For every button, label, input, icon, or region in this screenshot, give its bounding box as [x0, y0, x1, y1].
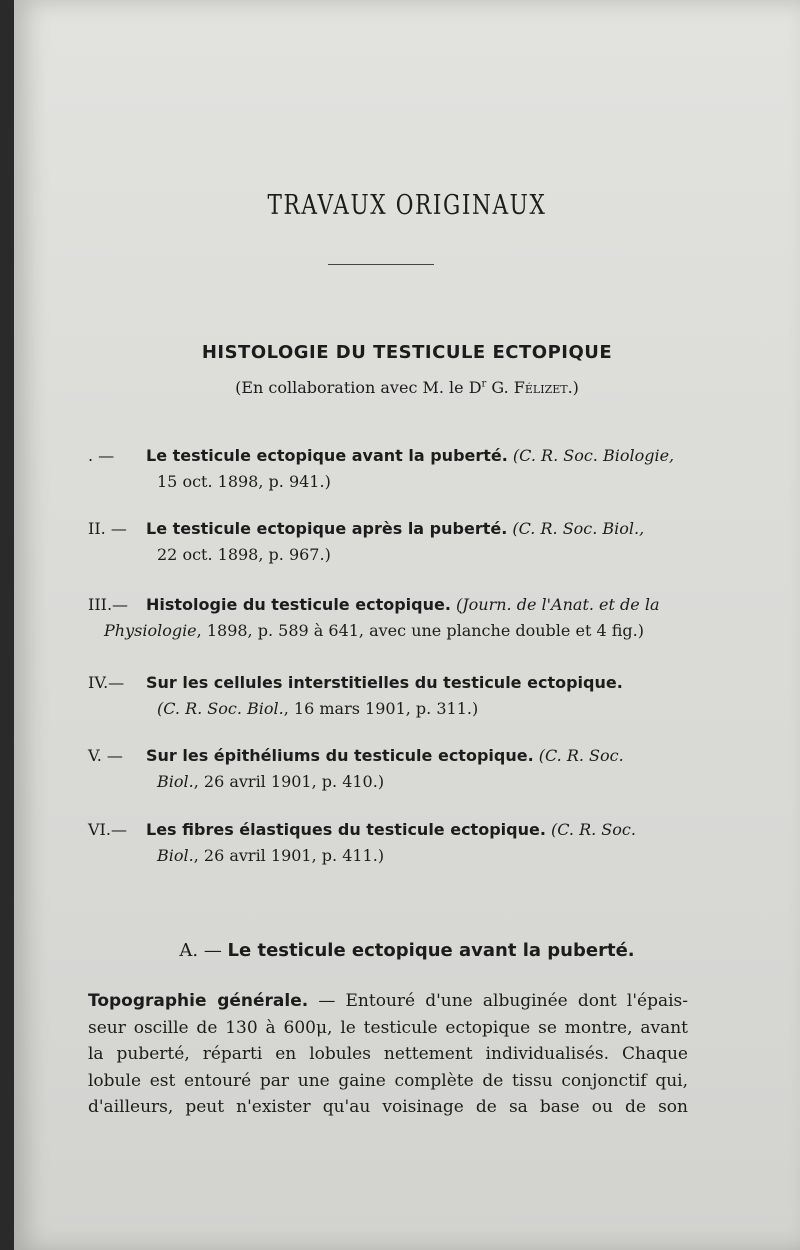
entry-reference: (C. R. Soc. Biol., — [507, 519, 645, 538]
paragraph-text: — Entouré d'une albuginée dont l'épais- — [308, 991, 688, 1011]
section-heading: HISTOLOGIE DU TESTICULE ECTOPIQUE — [201, 342, 613, 363]
paragraph-line: d'ailleurs, peut n'exister qu'au voisinage de sa base ou de son — [88, 1097, 688, 1117]
page-title: TRAVAUX ORIGINAUX — [267, 190, 547, 221]
document-page — [14, 0, 800, 1250]
collab-name: Félizet — [513, 378, 568, 397]
collab-suffix: .) — [567, 378, 579, 397]
entry-reference-italic: Biol. — [157, 772, 194, 791]
entry-reference: (Journ. de l'Anat. et de la — [450, 595, 660, 614]
entry-title: Histologie du testicule ectopique. — [146, 595, 451, 614]
entry-reference-detail: , 16 mars 1901, p. 311.) — [283, 699, 479, 718]
entry-title: Sur les cellules interstitielles du testicule ectopique. — [146, 673, 623, 692]
entry-title: Le testicule ectopique après la puberté. — [146, 519, 508, 538]
entry-reference: (C. R. Soc. — [545, 820, 636, 839]
entry-title: Les fibres élastiques du testicule ectopique. — [146, 820, 546, 839]
entry-reference-italic: Physiologie — [104, 621, 197, 640]
entry-reference-detail: 22 oct. 1898, p. 967.) — [157, 545, 331, 564]
collaboration-note — [14, 378, 800, 397]
entry-reference: (C. R. Soc. Biologie, — [507, 446, 675, 465]
title-divider — [328, 264, 434, 265]
entry-numeral: VI.— — [88, 820, 127, 839]
subsection-heading — [14, 940, 800, 961]
subsection-title: Le testicule ectopique avant la puberté. — [227, 940, 635, 961]
entry-title: Sur les épithéliums du testicule ectopique. — [146, 746, 534, 765]
paragraph-line — [88, 988, 688, 1015]
paragraph-line: lobule est entouré par une gaine complète de tissu conjonctif qui, — [88, 1070, 688, 1091]
entry-reference-italic: Biol. — [157, 846, 194, 865]
entry-reference-detail: , 26 avril 1901, p. 410.) — [193, 772, 385, 791]
entry-numeral: V. — — [88, 746, 123, 765]
body-paragraph — [88, 988, 688, 1121]
paragraph-line: la puberté, réparti en lobules nettement individualisés. Chaque — [88, 1044, 688, 1064]
paragraph-lead: Topographie générale. — [88, 991, 309, 1011]
entry-numeral: II. — — [88, 519, 127, 538]
entry-numeral: IV.— — [88, 673, 125, 692]
entry-reference: (C. R. Soc. — [533, 746, 624, 765]
collab-prefix: (En collaboration avec M. le D — [235, 378, 482, 397]
entry-reference-detail: , 26 avril 1901, p. 411.) — [193, 846, 385, 865]
collab-superscript: r — [481, 378, 487, 390]
paragraph-line: seur oscille de 130 à 600μ, le testicule ectopique se montre, avant — [88, 1017, 688, 1038]
entry-reference-detail: 15 oct. 1898, p. 941.) — [157, 472, 331, 491]
entry-reference-detail: , 1898, p. 589 à 641, avec une planche double et 4 fig.) — [196, 621, 644, 640]
entry-title: Le testicule ectopique avant la puberté. — [146, 446, 508, 465]
entry-reference-italic: (C. R. Soc. Biol. — [157, 699, 284, 718]
entry-numeral: III.— — [88, 595, 129, 614]
subsection-prefix: A. — — [179, 940, 228, 961]
collab-initial: G. — [486, 378, 514, 397]
entry-numeral: . — — [88, 446, 115, 465]
